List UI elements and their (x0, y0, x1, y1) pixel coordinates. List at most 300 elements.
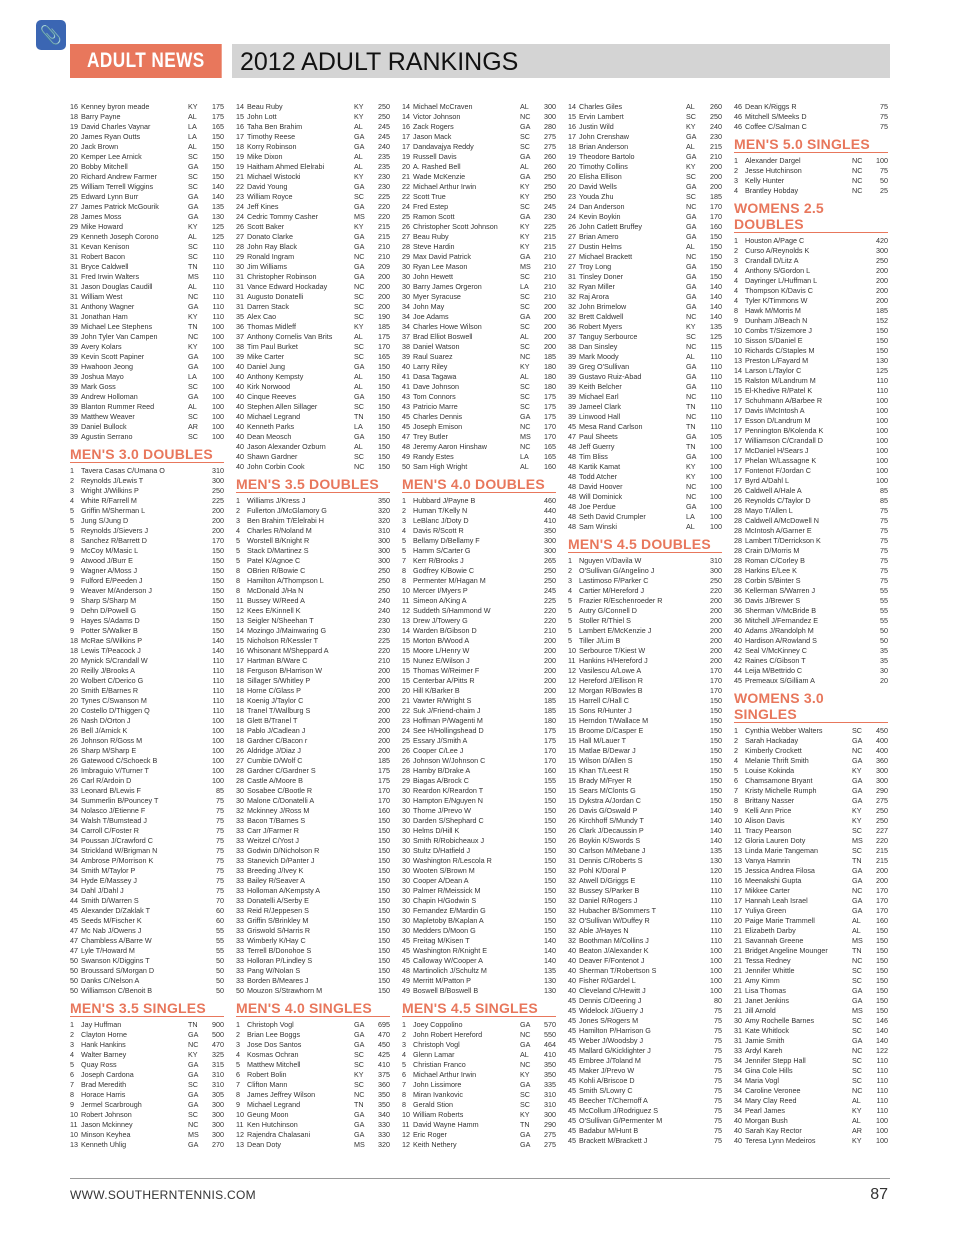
rank: 9 (70, 546, 74, 555)
state: GA (354, 1020, 365, 1029)
points: 150 (378, 846, 390, 855)
ranking-row (70, 746, 224, 756)
ranking-row (402, 636, 556, 646)
player-name: Darden S/Shephard C (413, 816, 484, 825)
state: AL (520, 462, 529, 471)
ranking-row (734, 112, 888, 122)
points: 200 (378, 272, 390, 281)
player-name: Nicholson R/Kessler T (247, 636, 318, 645)
state (188, 726, 208, 736)
player-name: Michael Brackett (579, 252, 633, 261)
player-name: Stephen Allen Sillager (247, 402, 318, 411)
player-name: Paul Sheets (579, 432, 618, 441)
rank: 34 (734, 1086, 742, 1095)
player-name: Whisonant M/Sheppard A (247, 646, 329, 655)
player-name: Joseph Emison (413, 422, 463, 431)
ranking-row (402, 1120, 556, 1130)
points: 250 (710, 576, 722, 585)
points: 210 (544, 272, 556, 281)
rank: 17 (236, 132, 244, 141)
state (354, 796, 374, 806)
state: GA (354, 142, 365, 151)
rank: 31 (568, 856, 576, 865)
player-name: Kenneth Joseph Corono (81, 232, 159, 241)
ranking-row (568, 866, 722, 876)
ranking-row (734, 916, 888, 926)
state: GA (520, 312, 531, 321)
ranking-row (402, 172, 556, 182)
player-name: Mark Moody (579, 352, 619, 361)
player-name: Boswell B/Boswell B (413, 986, 479, 995)
ranking-row (236, 566, 390, 576)
state: SC (686, 332, 696, 341)
ranking-row (236, 956, 390, 966)
rank: 17 (402, 132, 410, 141)
rank: 15 (402, 636, 410, 645)
points: 175 (544, 726, 556, 735)
player-name: Miran Ivankovic (413, 1090, 463, 1099)
player-name: Jeff Guerry (579, 442, 615, 451)
points: 50 (216, 956, 224, 965)
player-name: Mary Clay Reed (745, 1096, 797, 1105)
points: 280 (544, 122, 556, 131)
ranking-row (236, 332, 390, 342)
points: 170 (710, 686, 722, 695)
player-name: Justin Wild (579, 122, 614, 131)
rank: 26 (70, 776, 78, 785)
rank: 39 (70, 402, 78, 411)
rank: 26 (568, 836, 576, 845)
ranking-row (236, 212, 390, 222)
state: KY (520, 362, 530, 371)
player-name: Chapin H/Godwin S (413, 896, 477, 905)
rank: 50 (70, 976, 78, 985)
points: 150 (212, 616, 224, 625)
ranking-row (70, 876, 224, 886)
points: 150 (876, 326, 888, 335)
ranking-row (236, 232, 390, 242)
state (852, 122, 872, 132)
points: 230 (710, 132, 722, 141)
rank: 34 (402, 322, 410, 331)
rank: 39 (70, 332, 78, 341)
points: 310 (378, 526, 390, 535)
rank: 21 (402, 696, 410, 705)
state: AL (686, 352, 695, 361)
ranking-row (568, 816, 722, 826)
state: KY (520, 1070, 530, 1079)
state: AR (852, 1126, 862, 1135)
points: 150 (710, 706, 722, 715)
rank: 21 (734, 996, 742, 1005)
ranking-row (402, 212, 556, 222)
state: LA (188, 372, 197, 381)
state (520, 836, 540, 846)
player-name: Jim Williams (247, 262, 287, 271)
points: 150 (212, 626, 224, 635)
points: 75 (216, 796, 224, 805)
rank: 45 (568, 1096, 576, 1105)
state (188, 896, 208, 906)
ranking-row (402, 826, 556, 836)
points: 75 (714, 1026, 722, 1035)
state (852, 596, 872, 606)
points: 75 (714, 1036, 722, 1045)
player-name: Carl R/Ardoin D (81, 776, 132, 785)
rank: 40 (734, 1126, 742, 1135)
ranking-row (402, 262, 556, 272)
ranking-row (568, 1026, 722, 1036)
ranking-row (568, 636, 722, 646)
rank: 5 (70, 506, 74, 515)
state: NC (686, 202, 697, 211)
state (686, 1086, 706, 1096)
state (354, 776, 374, 786)
rank: 39 (568, 352, 576, 361)
ranking-row (568, 402, 722, 412)
ranking-row (568, 846, 722, 856)
points: 200 (544, 636, 556, 645)
ranking-row (70, 516, 224, 526)
ranking-row (70, 1140, 224, 1150)
state: NC (852, 166, 863, 175)
rank: 13 (236, 1140, 244, 1149)
player-name: Williams J/Kress J (247, 496, 306, 505)
points: 110 (710, 916, 722, 925)
player-name: Beecher T/Chernoff A (579, 1096, 648, 1105)
ranking-row (70, 866, 224, 876)
rank: 40 (568, 946, 576, 955)
state (686, 916, 706, 926)
player-name: Walsh T/Bumstead J (81, 816, 147, 825)
rank: 18 (236, 666, 244, 675)
state (188, 686, 208, 696)
ranking-row (568, 686, 722, 696)
rank: 27 (568, 262, 576, 271)
rank: 7 (402, 556, 406, 565)
points: 25 (880, 186, 888, 195)
player-name: Cumbie D/Wolf C (247, 756, 303, 765)
ranking-row (568, 736, 722, 746)
footer-url[interactable]: WWW.SOUTHERNTENNIS.COM (70, 1188, 256, 1202)
points: 100 (212, 412, 224, 421)
player-name: Davis I/McIntosh A (745, 406, 805, 415)
player-name: Lisa Thomas (745, 986, 787, 995)
rank: 16 (236, 122, 244, 131)
points: 250 (710, 112, 722, 121)
state (852, 356, 872, 366)
ranking-row (70, 736, 224, 746)
points: 150 (876, 926, 888, 935)
rank: 30 (402, 876, 410, 885)
player-name: Jill Arnold (745, 1006, 776, 1015)
ranking-row (236, 756, 390, 766)
player-name: Merritt M/Patton P (413, 976, 471, 985)
points: 150 (544, 796, 556, 805)
rank: 4 (70, 1050, 74, 1059)
ranking-row (402, 786, 556, 796)
ranking-row (236, 606, 390, 616)
rank: 40 (236, 452, 244, 461)
state (354, 786, 374, 796)
rank: 21 (734, 986, 742, 995)
rank: 28 (236, 776, 244, 785)
state: SC (354, 192, 364, 201)
points: 150 (378, 442, 390, 451)
points: 150 (710, 796, 722, 805)
state: AL (852, 1116, 861, 1125)
player-name: William Terrell Wiggins (81, 182, 154, 191)
state: GA (852, 906, 863, 915)
ranking-row (402, 312, 556, 322)
rank: 29 (70, 232, 78, 241)
ranking-row (568, 826, 722, 836)
points: 150 (876, 336, 888, 345)
rank: 17 (734, 446, 742, 455)
player-name: McDonald J/Ha N (247, 586, 304, 595)
player-name: Martinolich J/Schultz M (413, 966, 487, 975)
points: 175 (212, 112, 224, 121)
player-name: Avery Kolars (81, 342, 122, 351)
ranking-row (236, 496, 390, 506)
ranking-row (70, 706, 224, 716)
player-name: David Wells (579, 182, 617, 191)
player-name: Thomas Midleff (247, 322, 296, 331)
state: GA (188, 162, 199, 171)
points: 200 (212, 526, 224, 535)
points: 200 (212, 506, 224, 515)
rank: 18 (236, 726, 244, 735)
ranking-row (734, 846, 888, 856)
ranking-row (402, 956, 556, 966)
state: SC (520, 342, 530, 351)
points: 175 (378, 776, 390, 785)
state (520, 896, 540, 906)
points: 150 (212, 152, 224, 161)
state: TN (354, 412, 364, 421)
points: 75 (714, 1096, 722, 1105)
rank: 5 (236, 1060, 240, 1069)
points: 265 (544, 556, 556, 565)
player-name: Gardner C/Bacon r (247, 736, 308, 745)
rank: 12 (402, 1130, 410, 1139)
ranking-row (70, 806, 224, 816)
points: 250 (378, 566, 390, 575)
rank: 31 (70, 262, 78, 271)
points: 215 (876, 846, 888, 855)
state: AL (686, 142, 695, 151)
state: SC (852, 1026, 862, 1035)
player-name: Aldridge J/Diaz J (247, 746, 301, 755)
state (520, 926, 540, 936)
section-title: WOMENS 2.5 DOUBLES (734, 200, 888, 233)
ranking-row (236, 696, 390, 706)
points: 150 (710, 232, 722, 241)
ranking-row (402, 272, 556, 282)
ranking-row (402, 132, 556, 142)
rank: 37 (568, 332, 576, 341)
state: GA (686, 502, 697, 511)
ranking-row (734, 286, 888, 296)
player-name: Reynolds C/Taylor D (745, 496, 811, 505)
points: 100 (212, 736, 224, 745)
ranking-row (70, 332, 224, 342)
rank: 30 (402, 786, 410, 795)
player-name: O'Sullivan G/Angelino J (579, 566, 655, 575)
ranking-row (402, 362, 556, 372)
player-name: Vawter R/Wright S (413, 696, 472, 705)
player-name: Human T/Kelly N (413, 506, 468, 515)
state: GA (354, 392, 365, 401)
state (188, 586, 208, 596)
points: 100 (212, 372, 224, 381)
state (686, 1126, 706, 1136)
points: 150 (378, 906, 390, 915)
state (686, 946, 706, 956)
player-name: Ervin Lambert (579, 112, 624, 121)
state: SC (520, 132, 530, 141)
state (686, 1116, 706, 1126)
player-name: Fernandez E/Mardin G (413, 906, 486, 915)
ranking-row (70, 496, 224, 506)
points: 410 (378, 1060, 390, 1069)
state: NC (354, 1090, 365, 1099)
player-name: Bell J/Arnick K (81, 726, 128, 735)
ranking-row (70, 352, 224, 362)
state: SC (520, 382, 530, 391)
player-name: Mesa Rand Carlson (579, 422, 643, 431)
rank: 1 (70, 1020, 74, 1029)
state (188, 576, 208, 586)
ranking-row (568, 936, 722, 946)
ranking-row (568, 472, 722, 482)
ranking-row (70, 1110, 224, 1120)
state (188, 556, 208, 566)
ranking-row (568, 122, 722, 132)
state: AL (686, 522, 695, 531)
points: 220 (378, 202, 390, 211)
points: 350 (378, 1090, 390, 1099)
state (686, 696, 706, 706)
points: 300 (212, 476, 224, 485)
state: AL (520, 1050, 529, 1059)
rank: 45 (70, 906, 78, 915)
points: 150 (378, 402, 390, 411)
points: 200 (378, 696, 390, 705)
ranking-row (734, 586, 888, 596)
ranking-row (236, 162, 390, 172)
ranking-row (70, 956, 224, 966)
points: 110 (710, 896, 722, 905)
player-name: Dehn D/Powell G (81, 606, 137, 615)
rank: 18 (70, 636, 78, 645)
ranking-row (568, 252, 722, 262)
points: 225 (544, 596, 556, 605)
ranking-row (236, 926, 390, 936)
rank: 15 (734, 386, 742, 395)
section-title: WOMENS 3.0 SINGLES (734, 690, 888, 723)
state: MS (188, 272, 199, 281)
rank: 33 (236, 956, 244, 965)
points: 180 (544, 716, 556, 725)
ranking-row (70, 906, 224, 916)
rank: 18 (236, 686, 244, 695)
rank: 9 (70, 576, 74, 585)
player-name: Louise Kokinda (745, 766, 795, 775)
ranking-row (402, 1020, 556, 1030)
player-name: Alexander D/Zaklak T (81, 906, 150, 915)
rank: 15 (568, 696, 576, 705)
points: 150 (378, 836, 390, 845)
ranking-row (402, 412, 556, 422)
ranking-row (734, 666, 888, 676)
player-name: Mark Goss (81, 382, 116, 391)
player-name: Williamson C/Benoit B (81, 986, 153, 995)
rank: 48 (568, 442, 576, 451)
rank: 34 (70, 836, 78, 845)
ranking-row (236, 112, 390, 122)
points: 150 (710, 242, 722, 251)
ranking-row (236, 676, 390, 686)
points: 110 (876, 1066, 888, 1075)
state (354, 666, 374, 676)
ranking-row (402, 726, 556, 736)
rank: 42 (734, 656, 742, 665)
rankings-column (568, 102, 722, 1146)
state (354, 726, 374, 736)
points: 150 (876, 996, 888, 1005)
state (852, 606, 872, 616)
points: 150 (378, 856, 390, 865)
state: GA (354, 262, 365, 271)
player-name: Theodore Bartolo (579, 152, 635, 161)
ranking-row (236, 626, 390, 636)
player-name: Kate Whitlock (745, 1026, 789, 1035)
player-name: Premeaux S/Gilliam A (745, 676, 815, 685)
points: 130 (710, 856, 722, 865)
ranking-row (236, 536, 390, 546)
rank: 5 (236, 556, 240, 565)
rank: 15 (568, 112, 576, 121)
rank: 2 (734, 746, 738, 755)
ranking-row (734, 366, 888, 376)
ranking-row (734, 426, 888, 436)
ranking-row (568, 596, 722, 606)
ranking-row (568, 986, 722, 996)
points: 135 (710, 846, 722, 855)
player-name: John Catlett Bruffey (579, 222, 642, 231)
state: AL (188, 282, 197, 291)
ranking-row (734, 466, 888, 476)
ranking-row (236, 352, 390, 362)
points: 200 (378, 676, 390, 685)
player-name: Smith S/Lowry C (579, 1086, 633, 1095)
ranking-row (402, 976, 556, 986)
points: 210 (378, 656, 390, 665)
state: KY (354, 102, 364, 111)
points: 110 (212, 696, 224, 705)
points: 170 (212, 536, 224, 545)
points: 350 (378, 496, 390, 505)
points: 100 (212, 352, 224, 361)
points: 210 (544, 626, 556, 635)
ranking-row (734, 396, 888, 406)
rank: 49 (402, 986, 410, 995)
rank: 34 (734, 1056, 742, 1065)
points: 215 (378, 232, 390, 241)
rank: 5 (568, 616, 572, 625)
player-name: Todd Atcher (579, 472, 617, 481)
